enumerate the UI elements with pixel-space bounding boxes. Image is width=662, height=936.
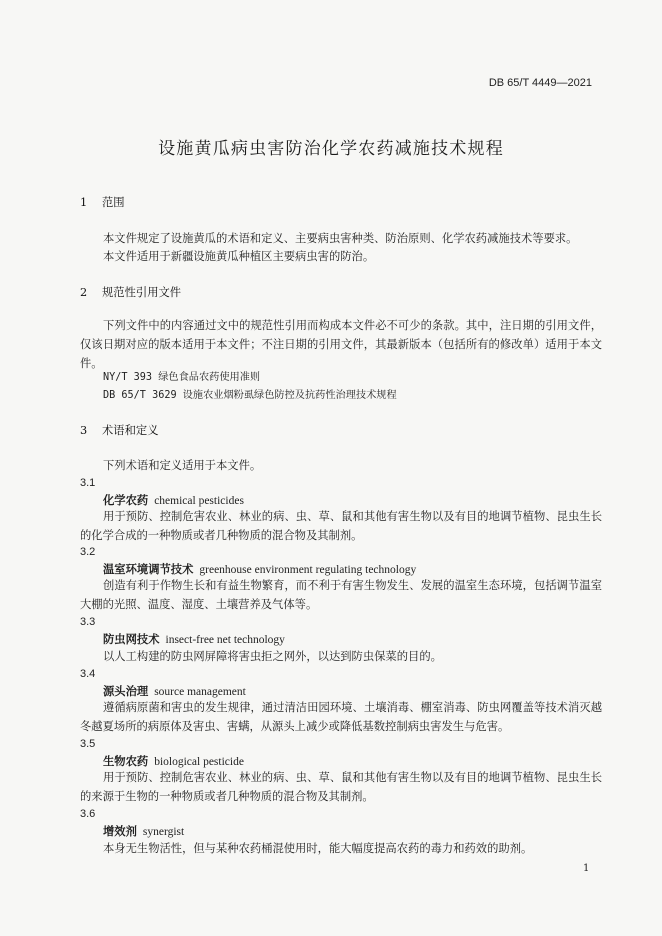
section-number: 2: [80, 286, 88, 299]
scope-paragraph-2: 本文件适用于新疆设施黄瓜种植区主要病虫害的防治。: [103, 250, 375, 263]
section-heading-terms: [80, 420, 159, 441]
section-number: 3: [80, 424, 88, 437]
term-zh: 防虫网技术: [103, 632, 160, 646]
section-heading-references: [80, 282, 181, 303]
term-zh: 源头治理: [103, 684, 149, 698]
terms-intro: 下列术语和定义适用于本文件。: [103, 459, 262, 472]
section-number: 1: [80, 196, 88, 209]
term-number: 3.1: [80, 477, 96, 489]
scope-paragraph-1: 本文件规定了设施黄瓜的术语和定义、主要病虫害种类、防治原则、化学农药减施技术等要求。: [103, 232, 578, 245]
section-title: 规范性引用文件: [102, 286, 182, 299]
section-title: 范围: [102, 196, 125, 209]
term-en: biological pesticide: [154, 756, 244, 768]
reference-item-1: NY/T 393 绿色食品农药使用准则: [103, 372, 261, 383]
reference-item-2: DB 65/T 3629 设施农业烟粉虱绿色防控及抗药性治理技术规程: [103, 390, 397, 401]
term-zh: 增效剂: [103, 824, 137, 838]
document-title: 设施黄瓜病虫害防治化学农药减施技术规程: [158, 139, 504, 159]
term-definition: 遵循病原菌和害虫的发生规律，通过清洁田园环境、土壤消毒、棚室消毒、防虫网覆盖等技术消灭越冬越夏场所的病原体及害虫、害螨，从源头上减少或降低基数控制病虫害发生与危害。: [80, 701, 602, 733]
term-number: 3.3: [80, 616, 96, 628]
term-en: chemical pesticides: [154, 495, 244, 507]
term-number: 3.6: [80, 808, 96, 820]
section-title: 术语和定义: [102, 424, 159, 437]
term-definition: 以人工构建的防虫网屏障将害虫拒之网外，以达到防虫保菜的目的。: [103, 650, 442, 663]
term-zh: 生物农药: [103, 754, 149, 768]
term-en: greenhouse environment regulating technology: [199, 564, 417, 576]
references-paragraph: 下列文件中的内容通过文中的规范性引用而构成本文件必不可少的条款。其中，注日期的引用文件，仅该日期对应的版本适用于本文件；不注日期的引用文件，其最新版本（包括所有的修改单）适用于本文件。: [80, 319, 602, 370]
term-number: 3.4: [80, 668, 96, 680]
term-definition: 用于预防、控制危害农业、林业的病、虫、草、鼠和其他有害生物以及有目的地调节植物、昆虫生长的化学合成的一种物质或者几种物质的混合物及其制剂。: [80, 510, 602, 542]
term-zh: 化学农药: [103, 493, 149, 507]
term-number: 3.5: [80, 738, 96, 750]
term-definition: 创造有利于作物生长和有益生物繁育，而不利于有害生物发生、发展的温室生态环境，包括调节温室大棚的光照、温度、湿度、土壤营养及气体等。: [80, 579, 602, 611]
term-en: source management: [154, 686, 246, 698]
term-definition: 用于预防、控制危害农业、林业的病、虫、草、鼠和其他有害生物以及有目的地调节植物、昆虫生长的来源于生物的一种物质或者几种物质的混合物及其制剂。: [80, 771, 602, 803]
term-number: 3.2: [80, 546, 96, 558]
term-zh: 温室环境调节技术: [103, 562, 194, 576]
term-en: synergist: [142, 826, 185, 838]
term-definition: 本身无生物活性，但与某种农药桶混使用时，能大幅度提高农药的毒力和药效的助剂。: [103, 842, 533, 855]
page-number: 1: [583, 863, 590, 874]
document-code: DB 65/T 4449—2021: [488, 77, 592, 89]
term-en: insect-free net technology: [165, 634, 285, 646]
section-heading-scope: [80, 192, 125, 213]
